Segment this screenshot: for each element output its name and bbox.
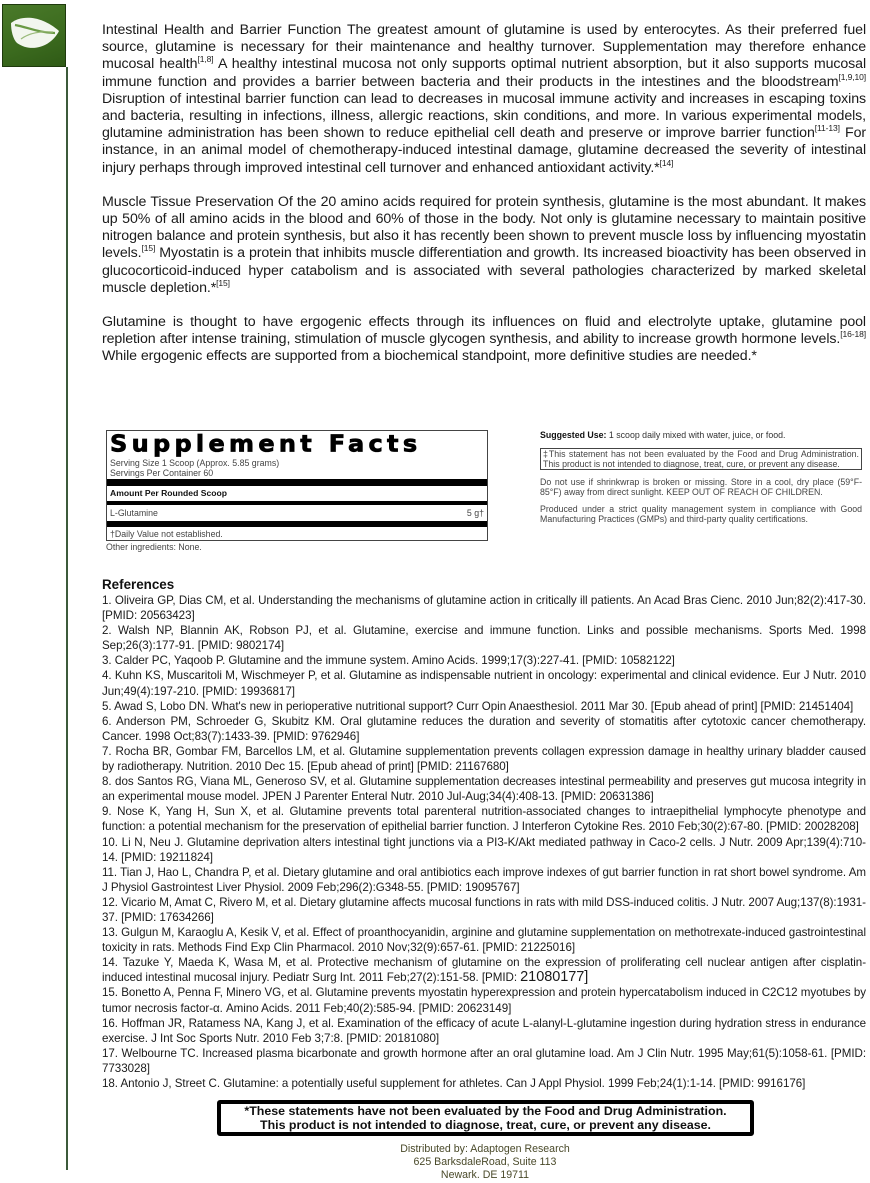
reference-item: 17. Welbourne TC. Increased plasma bicarbonate and growth hormone after an oral glutamine load. Am J Clin Nutr. 1995 May;61(5):1058-61. [PMID: 7733028] — [102, 1046, 866, 1075]
reference-item: 3. Calder PC, Yaqoob P. Glutamine and the immune system. Amino Acids. 1999;17(3):227-41. [PMID: 10582122] — [102, 654, 675, 668]
reference-item: 10. Li N, Neu J. Glutamine deprivation alters intestinal tight junctions via a PI3-K/Akt mediated pathway in Caco-2 cells. J Nutr. 2009 Apr;139(4):710-14. [PMID: 19211824] — [102, 835, 866, 864]
references-section — [102, 577, 866, 1091]
serving-size: Serving Size 1 Scoop (Approx. 5.85 grams) — [110, 458, 280, 468]
divider-medium — [107, 501, 487, 505]
other-ingredients: Other ingredients: None. — [106, 542, 202, 552]
daily-value-footnote: †Daily Value not established. — [110, 529, 223, 539]
distributor-info — [300, 1143, 670, 1182]
reference-item: 15. Bonetto A, Penna F, Minero VG, et al. Glutamine prevents myostatin hyperexpression and protein hypercatabolism induced in C2C12 myotubes by tumor necrosis factor-α. Amino Acids. 2011 Feb;40(2):585-94. [PMID: 20623149] — [102, 986, 866, 1015]
reference-item: 13. Gulgun M, Karaoglu A, Kesik V, et al. Effect of proanthocyanidin, arginine and glutamine supplementation on methotrexate-induced gastrointestinal toxicity in rats. Methods Find Exp Clin Pharmacol. 2010 Nov;32(9):657-61. [PMID: 21225016] — [102, 926, 866, 955]
reference-item: 1. Oliveira GP, Dias CM, et al. Understanding the mechanisms of glutamine action in critically ill patients. An Acad Bras Cienc. 2010 Jun;82(2):417-30. [PMID: 20563423] — [102, 594, 866, 623]
suggested-use: Suggested Use: 1 scoop daily mixed with water, juice, or food. — [540, 430, 786, 440]
distributor-name: Distributed by: Adaptogen Research — [400, 1143, 570, 1155]
nutrient-row — [110, 507, 484, 519]
nutrient-amount: 5 g† — [466, 508, 484, 518]
reference-item: 14. Tazuke Y, Maeda K, Wasa M, et al. Protective mechanism of glutamine on the expression of proliferating cell nuclear antigen after cisplatin-induced intestinal mucosal injury. Pediatr Surg Int. 2011 Feb;27(2):151-58. [PMID: 21080177] — [102, 956, 866, 986]
distributor-street: 625 BarksdaleRoad, Suite 113 — [413, 1156, 557, 1168]
amount-per-serving-header: Amount Per Rounded Scoop — [110, 488, 227, 498]
reference-item: 8. dos Santos RG, Viana ML, Generoso SV, et al. Glutamine supplementation decreases intestinal permeability and preserves gut mucosa integrity in an experimental mouse model. JPEN J Parenter Enteral Nutr. 2010 Jul-Aug;34(4):408-13. [PMID: 20631386] — [102, 775, 866, 804]
reference-item: 9. Nose K, Yang H, Sun X, et al. Glutamine prevents total parenteral nutrition-associated changes to intraepithelial lymphocyte phenotype and function: a potential mechanism for the preservation of epithelial barrier function. J Interferon Cytokine Res. 2010 Feb;30(2):67-80. [PMID: 20028208] — [102, 805, 866, 834]
gmp-statement: Produced under a strict quality management system in compliance with Good Manufacturing Practices (GMPs) and third-party quality certifications. — [540, 504, 862, 524]
disclaimer-line-2: This product is not intended to diagnose, treat, cure, or prevent any disease. — [260, 1117, 711, 1132]
reference-item: 5. Awad S, Lobo DN. What's new in perioperative nutritional support? Curr Opin Anaesthesiol. 2011 Mar 30. [Epub ahead of print] [PMID: 21451404] — [102, 699, 854, 713]
supplement-facts-panel — [106, 430, 488, 553]
references-heading: References — [102, 577, 175, 592]
disclaimer-line-1: *These statements have not been evaluated by the Food and Drug Administration. — [244, 1104, 727, 1118]
reference-item: 18. Antonio J, Street C. Glutamine: a potentially useful supplement for athletes. Can J Appl Physiol. 1999 Feb;24(1):1-14. [PMID: 9916176] — [102, 1077, 806, 1090]
reference-item: 2. Walsh NP, Blannin AK, Robson PJ, et al. Glutamine, exercise and immune function. Links and possible mechanisms. Sports Med. 1998 Sep;26(3):177-91. [PMID: 9802174] — [102, 624, 866, 653]
reference-item: 6. Anderson PM, Schroeder G, Skubitz KM. Oral glutamine reduces the duration and severity of stomatitis after cytotoxic cancer chemotherapy. Cancer. 1998 Oct;83(7):1433-39. [PMID: 9762946] — [102, 714, 866, 743]
supplement-facts-title: Supplement Facts — [110, 430, 422, 458]
reference-item: 16. Hoffman JR, Ratamess NA, Kang J, et al. Examination of the efficacy of acute L-alanyl-L-glutamine ingestion during hydration stress in endurance exercise. J Int Soc Sports Nutr. 2010 Feb 3;7:8. [PMID: 20181080] — [102, 1016, 866, 1045]
divider-thick — [107, 521, 487, 527]
leaf-icon — [7, 13, 63, 59]
reference-item: 7. Rocha BR, Gombar FM, Barcellos LM, et al. Glutamine supplementation prevents collagen expression damage in healthy urinary bladder caused by radiotherapy. Nutrition. 2010 Dec 15. [Epub ahead of print] [PMID: 21167680] — [102, 744, 866, 774]
paragraph-ergogenic: Glutamine is thought to have ergogenic effects through its influences on fluid and electrolyte uptake, glutamine pool repletion after intense training, stimulation of muscle glycogen synthesis, and ability to increase growth hormone levels.[16-18] While ergogenic effects are supported from a biochemical standpoint, more definitive studies are needed.* — [102, 314, 866, 365]
nutrient-name: L-Glutamine — [110, 508, 158, 518]
supplement-facts-box — [106, 430, 488, 541]
servings-per-container: Servings Per Container 60 — [110, 468, 214, 478]
reference-item: 11. Tian J, Hao L, Chandra P, et al. Dietary glutamine and oral antibiotics each improve indexes of gut barrier function in rat short bowel syndrome. Am J Physiol Gastrointest Liver Physiol. 2009 Feb;296(2):G348-55. [PMID: 19095767] — [102, 865, 866, 894]
fda-disclaimer-box — [217, 1100, 754, 1136]
reference-item: 12. Vicario M, Amat C, Rivero M, et al. Dietary glutamine affects mucosal functions in rats with mild DSS-induced colitis. J Nutr. 2007 Aug;137(8):1931-37. [PMID: 17634266] — [102, 895, 866, 924]
margin-rule — [66, 67, 68, 1170]
distributor-city: Newark. DE 19711 — [440, 1169, 530, 1181]
divider-thick — [107, 479, 487, 486]
storage-warning: Do not use if shrinkwrap is broken or missing. Store in a cool, dry place (59°F-85°F) away from direct sunlight. KEEP OUT OF REACH OF CHILDREN. — [540, 477, 862, 497]
fda-statement-box: ‡This statement has not been evaluated by the Food and Drug Administration. This product is not intended to diagnose, treat, cure, or prevent any disease. — [540, 448, 862, 470]
paragraph-muscle-preservation: Muscle Tissue Preservation Of the 20 amino acids required for protein synthesis, glutamine is the most abundant. It makes up 50% of all amino acids in the blood and 60% of those in the body. Not only is glutamine necessary to maintain positive nitrogen balance and protein synthesis, but also it has recently been shown to prevent muscle loss by influencing myostatin levels.[15] Myostatin is a protein that inhibits muscle differentiation and growth. Its increased bioactivity has been observed in glucocorticoid-induced hyper catabolism and is associated with several pathologies characterized by marked skeletal muscle depletion.*[15] — [102, 193, 866, 296]
article-body — [102, 22, 866, 366]
reference-item: 4. Kuhn KS, Muscaritoli M, Wischmeyer P, et al. Glutamine as indispensable nutrient in oncology: experimental and clinical evidence. Eur J Nutr. 2010 Jun;49(4):197-210. [PMID: 19936817] — [102, 669, 866, 698]
paragraph-intestinal-health: Intestinal Health and Barrier Function The greatest amount of glutamine is used by enterocytes. As their preferred fuel source, glutamine is necessary for their maintenance and healthy turnover. Supplementation may therefore enhance mucosal health[1,8] A healthy intestinal mucosa not only supports optimal nutrient absorption, but it also supports mucosal immune function and provides a barrier between bacteria and their products in the intestines and the bloodstream[1,9,10] Disruption of intestinal barrier function can lead to decreases in mucosal immune activity and increases in escaping toxins and bacteria, resulting in infections, illness, allergic reactions, skin conditions, and more. In various experimental models, glutamine administration has been shown to reduce epithelial cell death and preserve or improve barrier function[11-13] For instance, in an animal model of chemotherapy-induced intestinal damage, glutamine decreased the severity of intestinal injury perhaps through improved intestinal cell turnover and enhanced antioxidant activity.*[14] — [102, 22, 866, 176]
label-side-info — [540, 430, 862, 524]
brand-logo — [2, 4, 66, 67]
